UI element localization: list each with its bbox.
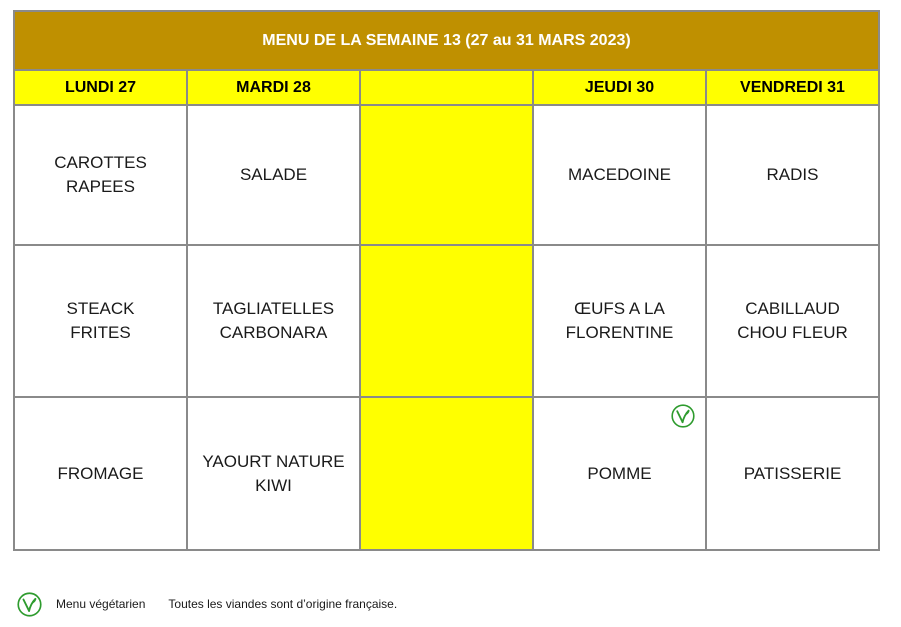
- dish-line: POMME: [587, 463, 652, 483]
- legend-vegetarian-label: Menu végétarien: [56, 597, 146, 611]
- dish-line: TAGLIATELLES: [212, 299, 335, 318]
- dish-line: PATISSERIE: [743, 463, 842, 483]
- dish-line: FLORENTINE: [565, 323, 674, 342]
- dish-line: FROMAGE: [57, 463, 144, 483]
- starter-tuesday: [187, 105, 360, 245]
- dish-line: YAOURT NATURE: [202, 451, 345, 471]
- day-header-tuesday: MARDI 28: [187, 70, 360, 105]
- main-tuesday: [187, 245, 360, 397]
- dish-line: STEACK: [66, 299, 135, 318]
- starter-row: [14, 105, 879, 245]
- dish-line: CHOU FLEUR: [737, 323, 848, 342]
- day-header-monday: LUNDI 27: [14, 70, 187, 105]
- dish-line: FRITES: [70, 323, 131, 342]
- dish-line: CARBONARA: [219, 323, 328, 342]
- weekly-menu-table: [13, 10, 880, 551]
- day-header-friday: VENDREDI 31: [706, 70, 879, 105]
- dish-line: RADIS: [766, 165, 819, 184]
- main-wednesday-empty: [360, 245, 533, 397]
- starter-friday: [706, 105, 879, 245]
- dish-line: MACEDOINE: [568, 165, 671, 184]
- dessert-monday: [14, 397, 187, 550]
- day-header-row: [14, 70, 879, 105]
- starter-wednesday-empty: [360, 105, 533, 245]
- dessert-wednesday-empty: [360, 397, 533, 550]
- main-monday: [14, 245, 187, 397]
- vegetarian-leaf-icon: [17, 592, 42, 617]
- dessert-thursday: [533, 397, 706, 550]
- dish-line: CAROTTES RAPEES: [54, 153, 147, 196]
- starter-thursday: [533, 105, 706, 245]
- dessert-tuesday: [187, 397, 360, 550]
- dish-line: SALADE: [239, 165, 308, 184]
- day-header-wednesday: [360, 70, 533, 105]
- legend: [17, 591, 397, 617]
- menu-title: MENU DE LA SEMAINE 13 (27 au 31 MARS 2023): [14, 11, 879, 70]
- main-friday: [706, 245, 879, 397]
- dessert-row: [14, 397, 879, 550]
- main-course-row: [14, 245, 879, 397]
- dish-line: CABILLAUD: [745, 299, 840, 318]
- day-header-thursday: JEUDI 30: [533, 70, 706, 105]
- dish-line: ŒUFS A LA: [574, 299, 665, 318]
- starter-monday: [14, 105, 187, 245]
- dessert-friday: [706, 397, 879, 550]
- title-row: [14, 11, 879, 70]
- main-thursday: [533, 245, 706, 397]
- vegetarian-leaf-icon: [671, 404, 695, 428]
- dish-line: KIWI: [255, 475, 292, 495]
- legend-meat-origin-note: Toutes les viandes sont d’origine française.: [168, 597, 398, 611]
